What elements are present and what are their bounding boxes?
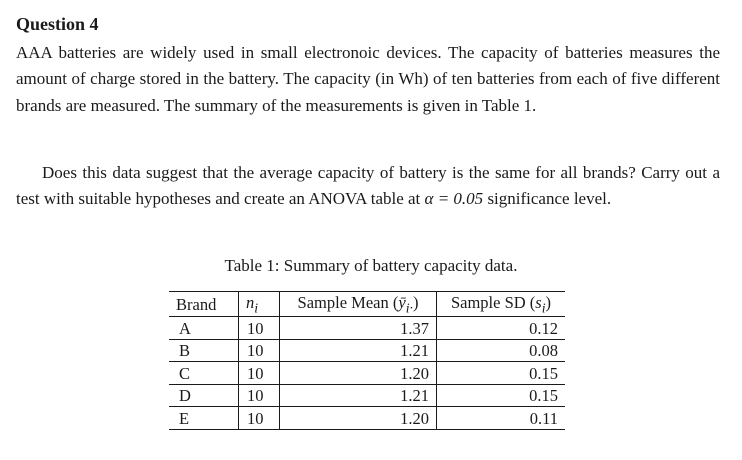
header-sample-mean: [280, 292, 437, 317]
cell-sd: 0.12: [437, 317, 566, 340]
header-sd-symbol: s: [535, 293, 542, 312]
header-n: [239, 292, 280, 317]
cell-n: 10: [239, 362, 280, 385]
table-header-row: [169, 292, 565, 317]
table-row: [169, 317, 565, 340]
paragraph-2-text-start: Does this data suggest that the average capacity of battery is the same for all brands? Carry out a test with suitable hypotheses and create an ANOVA table at: [16, 163, 720, 209]
cell-brand: B: [169, 339, 239, 362]
table-row: [169, 362, 565, 385]
header-mean-label: Sample Mean (: [297, 293, 399, 312]
table-row: [169, 339, 565, 362]
cell-mean: 1.37: [280, 317, 437, 340]
header-n-subscript: i: [254, 300, 259, 316]
cell-sd: 0.15: [437, 362, 566, 385]
header-brand: Brand: [169, 292, 239, 317]
cell-n: 10: [239, 339, 280, 362]
table-row: [169, 384, 565, 407]
cell-brand: D: [169, 384, 239, 407]
cell-mean: 1.21: [280, 339, 437, 362]
cell-brand: E: [169, 407, 239, 430]
cell-brand: C: [169, 362, 239, 385]
cell-sd: 0.15: [437, 384, 566, 407]
cell-mean: 1.20: [280, 362, 437, 385]
header-mean-close: ): [412, 293, 419, 312]
question-heading: Question 4: [16, 14, 99, 34]
question-paragraph-2: [16, 160, 720, 213]
cell-n: 10: [239, 384, 280, 407]
header-sample-sd: [437, 292, 566, 317]
header-mean-symbol: ȳ: [398, 293, 406, 312]
paragraph-2-text-end: significance level.: [483, 189, 612, 209]
summary-table: [169, 291, 565, 430]
header-n-symbol: n: [246, 293, 255, 312]
cell-n: 10: [239, 317, 280, 340]
cell-n: 10: [239, 407, 280, 430]
question-paragraph-1: AAA batteries are widely used in small electronoic devices. The capacity of batteries measures the amount of charge stored in the battery. The capacity (in Wh) of ten batteries from each of five different brands are measured. The summary of the measurements is given in Table 1.: [16, 43, 720, 115]
cell-sd: 0.08: [437, 339, 566, 362]
header-mean-subscript: i·: [405, 300, 413, 316]
alpha-expression: α = 0.05: [424, 189, 484, 209]
header-sd-label: Sample SD (: [450, 293, 536, 312]
table-row: [169, 407, 565, 430]
cell-mean: 1.21: [280, 384, 437, 407]
header-sd-close: ): [545, 293, 552, 312]
table-caption: Table 1: Summary of battery capacity data.: [224, 256, 518, 275]
cell-brand: A: [169, 317, 239, 340]
cell-sd: 0.11: [529, 408, 558, 428]
cell-mean: 1.20: [280, 407, 437, 430]
header-sd-subscript: i: [541, 300, 546, 316]
